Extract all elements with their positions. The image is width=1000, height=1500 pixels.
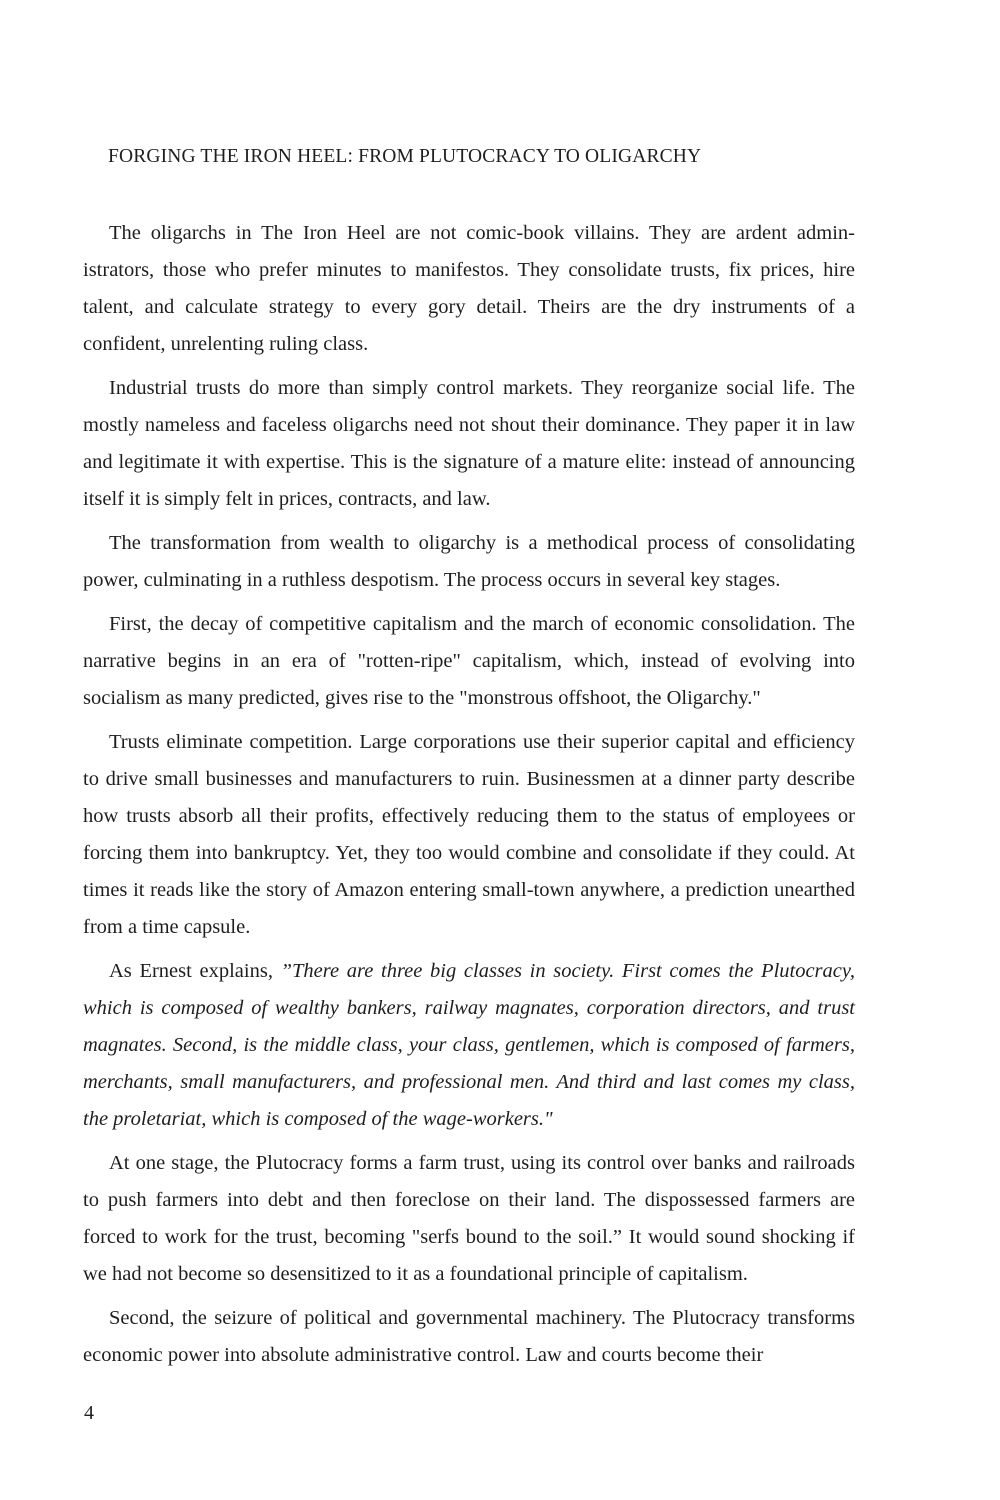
chapter-heading: FORGING THE IRON HEEL: FROM PLUTOCRACY TO OLIGARCHY xyxy=(108,146,702,167)
ernest-quote: ”There are three big classes in society. First comes the Plutocracy, which is composed of wealthy bankers, railway magnates, corporation directors, and trust magnates. Second, is the middle class, your class, gentlemen, which is composed of farmers, merchants, small manufacturers, and professional men. And third and last comes my class, the proletariat, which is composed of the wage-workers." xyxy=(83,960,855,1130)
body-text xyxy=(83,215,855,1381)
paragraph: The transformation from wealth to oligarchy is a methodical process of consolidating power, culminating in a ruthless despotism. The process occurs in several key stages. xyxy=(83,532,855,591)
paragraph: Second, the seizure of political and governmental machinery. The Plutocracy transforms economic power into absolute administrative control. Law and courts become their xyxy=(83,1307,855,1366)
quote-paragraph xyxy=(83,953,855,1138)
paragraph: First, the decay of competitive capitalism and the march of economic consolidation. The narrative begins in an era of "rotten-ripe" capitalism, which, instead of evolving into socialism as many predicted, gives rise to the "monstrous offshoot, the Oligarchy." xyxy=(83,613,855,709)
paragraph: The oligarchs in The Iron Heel are not comic-book villains. They are ardent administrators, those who prefer minutes to manifestos. They consolidate trusts, fix prices, hire talent, and calculate strategy to every gory detail. Theirs are the dry instruments of a confident, unrelenting ruling class. xyxy=(83,222,855,355)
paragraph: Trusts eliminate competition. Large corporations use their superior capital and efficiency to drive small businesses and manufacturers to ruin. Businessmen at a dinner party describe how trusts absorb all their profits, effectively reducing them to the status of employees or forcing them into bankruptcy. Yet, they too would combine and consolidate if they could. At times it reads like the story of Amazon entering small-town anywhere, a prediction unearthed from a time capsule. xyxy=(83,731,855,938)
page-number: 4 xyxy=(84,1402,94,1424)
quote-lead: As Ernest explains, xyxy=(109,960,281,982)
paragraph: At one stage, the Plutocracy forms a farm trust, using its control over banks and railroads to push farmers into debt and then foreclose on their land. The dispossessed farmers are forced to work for the trust, becoming "serfs bound to the soil.” It would sound shocking if we had not become so desensitized to it as a foundational principle of capitalism. xyxy=(83,1152,855,1285)
paragraph: Industrial trusts do more than simply control markets. They reorganize social life. The mostly nameless and faceless oligarchs need not shout their dominance. They paper it in law and legitimate it with expertise. This is the signature of a mature elite: instead of announcing itself it is simply felt in prices, contracts, and law. xyxy=(83,377,855,510)
